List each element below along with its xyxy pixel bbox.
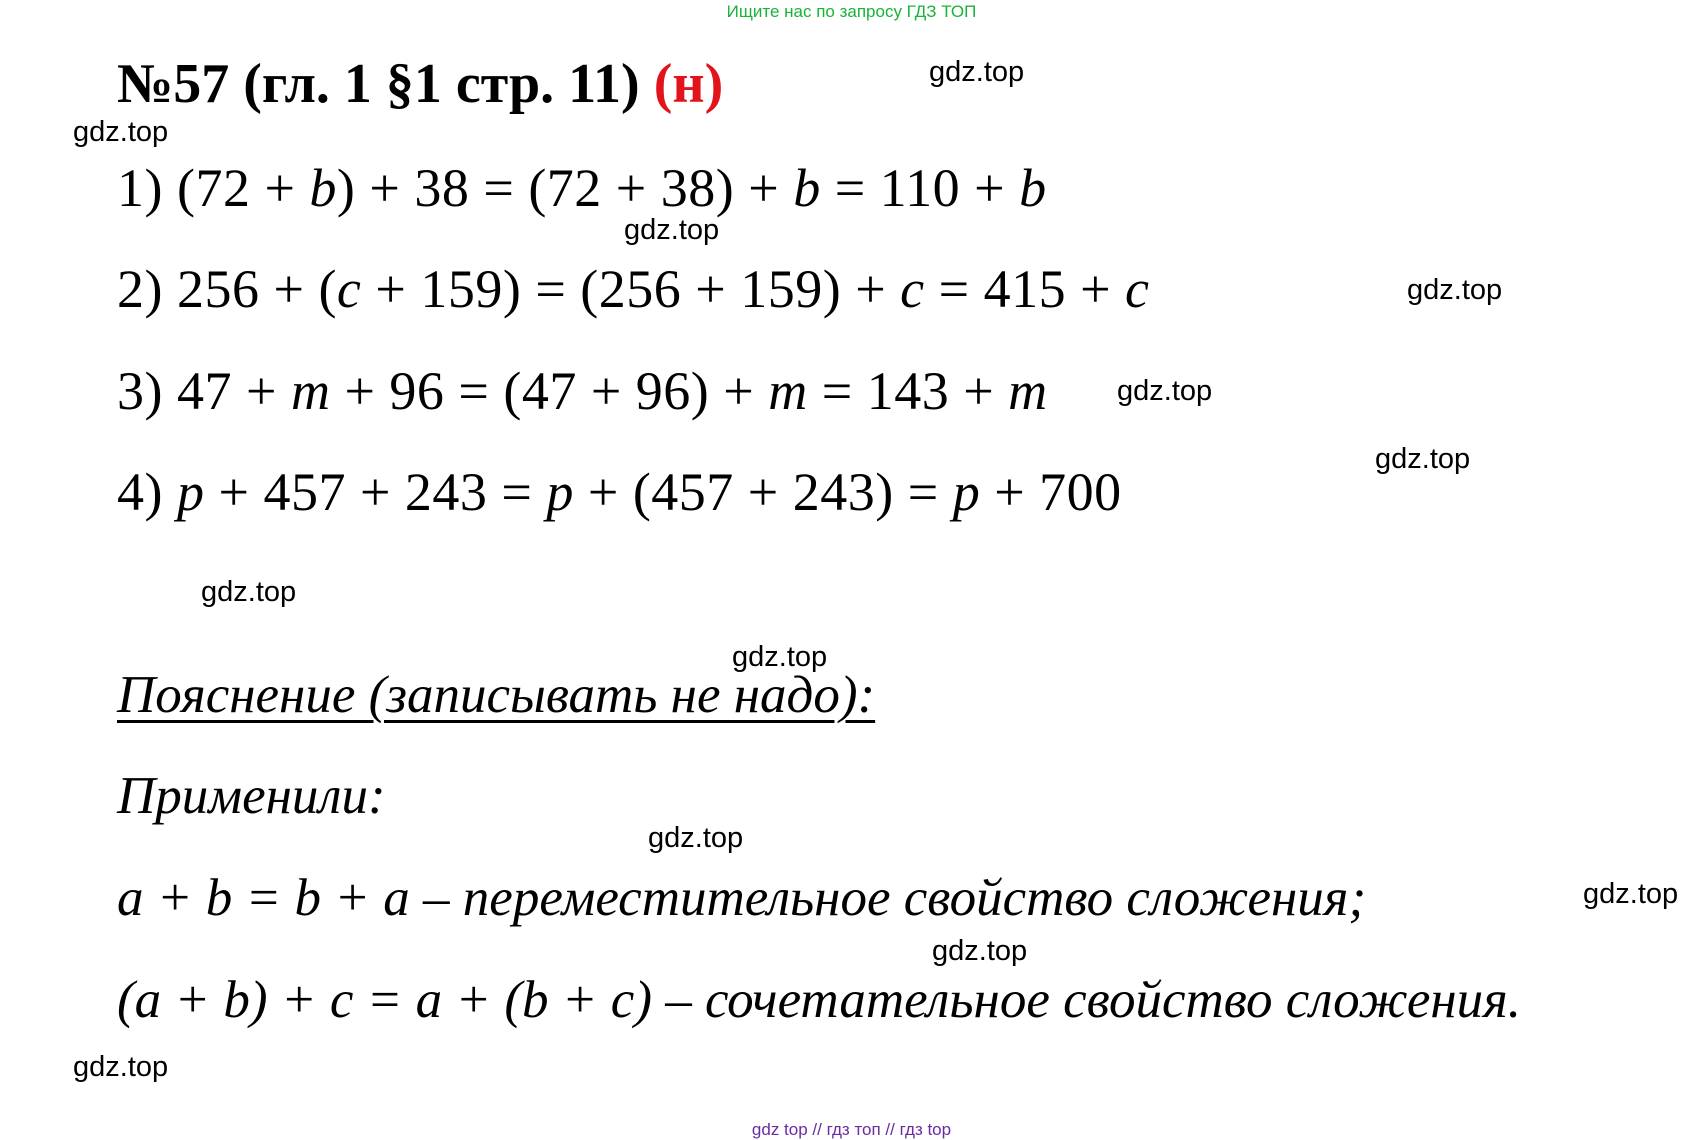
equation-expression: 47 + m + 96 = (47 + 96) + m = 143 + m — [176, 361, 1048, 421]
exercise-mark: (н) — [653, 53, 724, 115]
watermark: gdz.top — [929, 56, 1025, 88]
watermark: gdz.top — [73, 116, 169, 148]
equation-number: 3) — [117, 361, 163, 421]
watermark: gdz.top — [624, 214, 720, 246]
footer-links[interactable]: gdz top // гдз топ // гдз top — [751, 1120, 952, 1139]
equation-4 — [117, 461, 1122, 523]
watermark: gdz.top — [648, 822, 744, 854]
equation-number: 4) — [117, 462, 163, 522]
equation-2 — [117, 258, 1150, 320]
watermark: gdz.top — [1407, 274, 1503, 306]
equation-expression: 256 + (c + 159) = (256 + 159) + c = 415 + c — [176, 259, 1150, 319]
explanation-heading: Пояснение (записывать не надо): — [117, 666, 876, 724]
watermark: gdz.top — [1375, 443, 1471, 475]
equation-expression: p + 457 + 243 = p + (457 + 243) = p + 700 — [176, 462, 1122, 522]
exercise-number: №57 (гл. 1 §1 стр. 11) — [117, 53, 640, 115]
equation-number: 1) — [117, 158, 163, 218]
watermark: gdz.top — [732, 641, 828, 673]
commutative-property: a + b = b + a – переместительное свойство сложения; — [117, 869, 1367, 927]
equation-expression: (72 + b) + 38 = (72 + 38) + b = 110 + b — [176, 158, 1047, 218]
exercise-title — [117, 52, 723, 116]
associative-property: (a + b) + c = a + (b + c) – сочетательное свойство сложения. — [117, 971, 1522, 1029]
watermark: gdz.top — [201, 576, 297, 608]
watermark: gdz.top — [932, 935, 1028, 967]
watermark: gdz.top — [1117, 375, 1213, 407]
equation-3 — [117, 360, 1048, 422]
equation-number: 2) — [117, 259, 163, 319]
watermark: gdz.top — [73, 1051, 169, 1083]
watermark: gdz.top — [1583, 878, 1679, 910]
search-banner[interactable]: Ищите нас по запросу ГДЗ ТОП — [726, 2, 977, 21]
explanation-applied: Применили: — [117, 767, 386, 825]
equation-1 — [117, 157, 1047, 219]
